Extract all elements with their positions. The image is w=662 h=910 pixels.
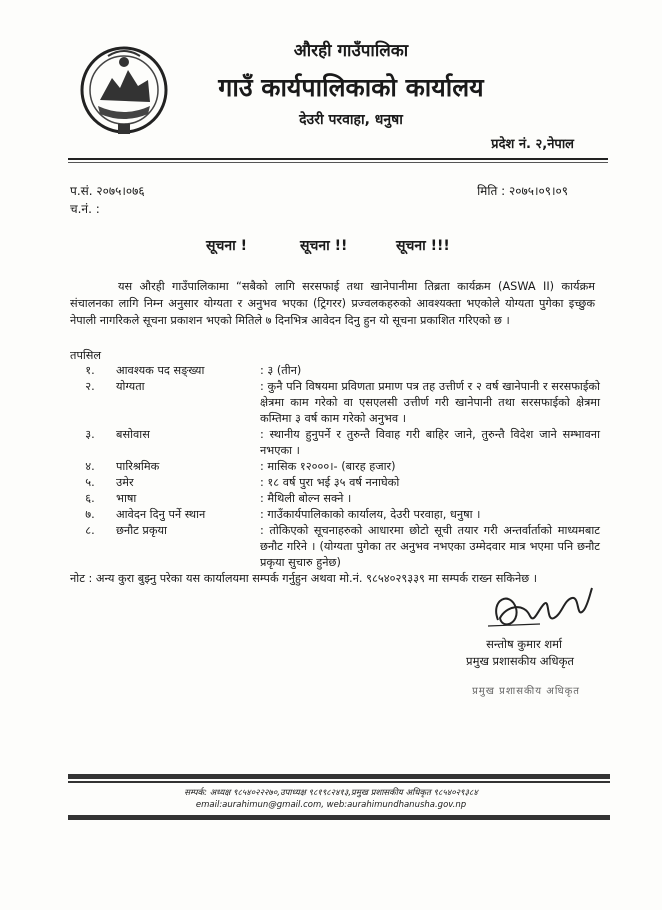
official-seal: प्रमुख प्रशासकीय अधिकृत xyxy=(472,686,580,697)
footer-email: email:aurahimun@gmail.com, web:aurahimundhanusha.gov.np xyxy=(195,800,467,810)
dispatch-number: च.नं. : xyxy=(70,202,100,216)
footer-bar-top xyxy=(68,774,610,779)
notice-paragraph: यस औरही गाउँपालिकामा “सबैको लागि सरसफाई तथा खानेपानीमा तिब्रता कार्यक्रम (ASWA II) कार्यक्रम संचालनका लागि निम्न अनुसार योग्यता र अनुभव भएका (ट्रिगरर) प्रज्वलकहरुको आवश्यक्ता भएकोले योग्यता पुगेका इच्छुक नेपाली नागरिकले सूचना प्रकाशन भएको मितिले ७ दिनभित्र आवेदन दिनु हुन यो सूचना प्रकाशित गरिएको छ । xyxy=(70,280,595,327)
notice-heading-3: सूचना !!! xyxy=(396,238,450,254)
signatory-name: सन्तोष कुमार शर्मा xyxy=(486,637,562,651)
signature-mark xyxy=(480,580,600,640)
detail-number: ६. xyxy=(85,492,95,505)
detail-label: छनौट प्रकृया xyxy=(116,524,167,537)
detail-value: : ३ (तीन) xyxy=(260,364,302,377)
detail-value: : स्थानीय हुनुपर्ने र तुरुन्तै विवाह गरी बाहिर जाने, तुरुन्तै विदेश जाने सम्भावना नभएका । xyxy=(260,428,600,457)
detail-value: : कुनै पनि विषयमा प्रविणता प्रमाण पत्र तह उत्तीर्ण र २ वर्ष खानेपानी र सरसफाईको क्षेत्रमा काम गरेको वा एसएलसी उत्तीर्ण गरी खानेपानी तथा सरसफाईको क्षेत्रमा कम्तिमा ३ वर्ष काम गरेको अनुभव । xyxy=(260,380,600,425)
detail-label: पारिश्रमिक xyxy=(116,460,160,473)
reference-number: प.सं. २०७५।०७६ xyxy=(70,184,145,198)
header-divider-thin xyxy=(68,162,608,163)
office-address: देउरी परवाहा, धनुषा xyxy=(299,112,403,128)
detail-value: : गाउँकार्यपालिकाको कार्यालय, देउरी परवाहा, धनुषा । xyxy=(260,508,481,521)
municipality-name: औरही गाउँपालिका xyxy=(293,41,409,61)
contact-note: नोट : अन्य कुरा बुझ्नु परेका यस कार्यालयमा सम्पर्क गर्नुहुन अथवा मो.नं. ९८५४०२९३३९ मा सम्पर्क राख्न सकिनेछ । xyxy=(70,572,538,585)
footer-bar-bottom xyxy=(68,815,610,820)
detail-number: ३. xyxy=(85,428,95,441)
notice-heading-1: सूचना ! xyxy=(206,238,248,254)
detail-label: आवश्यक पद सङ्ख्या xyxy=(116,364,205,377)
detail-label: उमेर xyxy=(116,476,134,489)
detail-label: योग्यता xyxy=(116,380,145,393)
detail-number: ७. xyxy=(85,508,95,521)
detail-number: १. xyxy=(85,364,95,377)
header-divider xyxy=(68,158,608,160)
detail-number: ८. xyxy=(85,524,95,537)
tapsil-label: तपसिल xyxy=(70,349,102,362)
signatory-title: प्रमुख प्रशासकीय अधिकृत xyxy=(466,654,574,668)
detail-number: २. xyxy=(85,380,95,393)
detail-label: आवेदन दिनु पर्ने स्थान xyxy=(116,508,206,521)
issue-date: मिति : २०७५।०९।०९ xyxy=(477,184,568,198)
notice-heading-2: सूचना !! xyxy=(300,238,348,254)
detail-number: ५. xyxy=(85,476,95,489)
detail-value: : मासिक १२०००।- (बारह हजार) xyxy=(260,460,396,473)
detail-value: : मैथिली बोल्न सक्ने । xyxy=(260,492,352,505)
detail-label: भाषा xyxy=(116,492,137,505)
footer-contact: सम्पर्क: अध्यक्ष ९८५४०२२२७०,उपाध्यक्ष ९८१९८२४१३,प्रमुख प्रशासकीय अधिकृत ९८५४०२९३८४ xyxy=(184,788,478,798)
detail-label: बसोवास xyxy=(116,428,150,441)
office-name: गाउँ कार्यपालिकाको कार्यालय xyxy=(218,73,484,102)
footer-bar-top-thin xyxy=(68,781,610,783)
province-label: प्रदेश नं. २,नेपाल xyxy=(491,137,574,152)
detail-value: : १८ वर्ष पुरा भई ३५ वर्ष ननाघेको xyxy=(260,476,400,489)
detail-value: : तोकिएको सूचनाहरुको आधारमा छोटो सूची तयार गरी अन्तर्वार्ताको माध्यमबाट छनौट गरिने । (योग्यता पुगेका तर अनुभव नभएका उम्मेदवार मात्र भएमा पनि छनौट प्रकृया सुचारु हुनेछ) xyxy=(260,524,600,569)
detail-number: ४. xyxy=(85,460,95,473)
